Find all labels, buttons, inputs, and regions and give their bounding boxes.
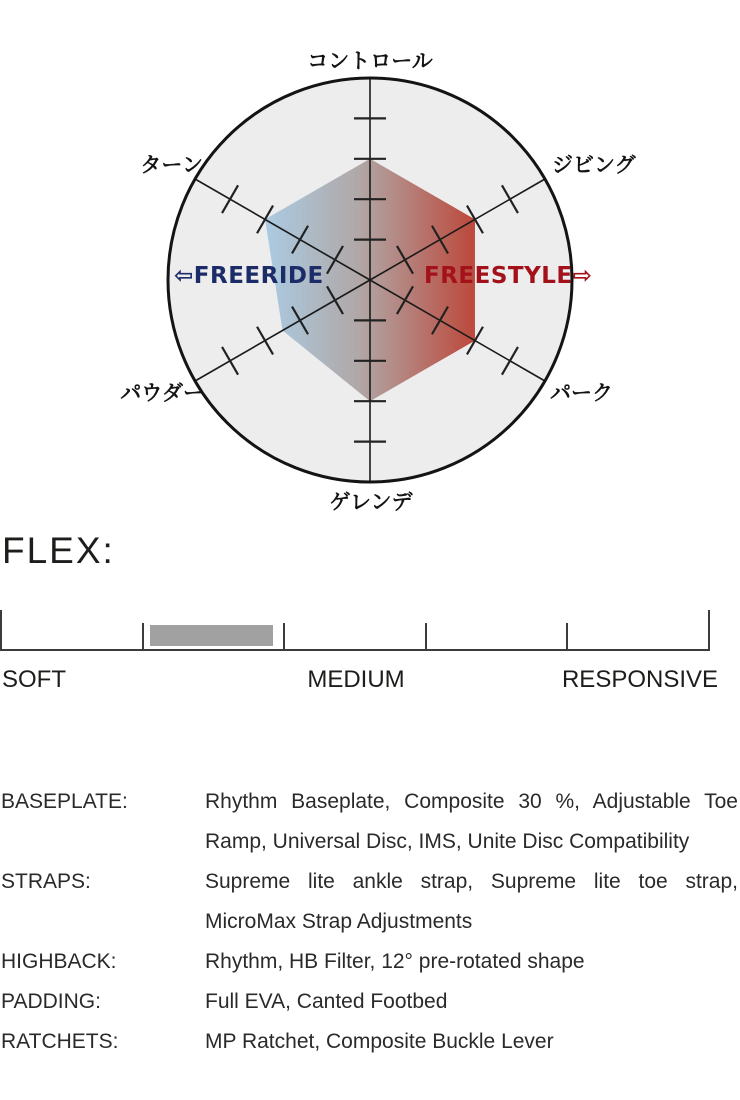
- freestyle-label: FREESTYLE⇨: [424, 263, 593, 289]
- spec-row-ratchets: [0, 1022, 740, 1062]
- flex-scale-baseline: [1, 649, 709, 651]
- spec-label: RATCHETS:: [1, 1030, 119, 1053]
- spec-value: Rhythm Baseplate, Composite 30 %, Adjustable Toe Ramp, Universal Disc, IMS, Unite Disc Compatibility: [205, 790, 738, 853]
- radar-chart-svg: [0, 0, 740, 530]
- radar-category-label: パーク: [550, 381, 613, 405]
- spec-label: STRAPS:: [1, 870, 91, 893]
- spec-row-straps: [0, 862, 740, 942]
- flex-scale-tick: [142, 623, 144, 651]
- spec-row-baseplate: [0, 782, 740, 862]
- radar-category-label: コントロール: [307, 49, 433, 73]
- radar-category-label: ターン: [140, 153, 203, 177]
- flex-scale-tick: [283, 623, 285, 651]
- flex-level-bar: [150, 625, 274, 646]
- flex-scale-labels: [0, 666, 740, 696]
- flex-label-medium: MEDIUM: [307, 666, 405, 693]
- spec-value: Supreme lite ankle strap, Supreme lite toe strap, MicroMax Strap Adjustments: [205, 870, 738, 933]
- radar-category-label: ジビング: [552, 153, 636, 177]
- spec-list: [0, 782, 740, 1062]
- spec-label: PADDING:: [1, 990, 101, 1013]
- flex-scale-tick: [0, 610, 2, 651]
- spec-row-highback: [0, 942, 740, 982]
- spec-label: HIGHBACK:: [1, 950, 117, 973]
- spec-label: BASEPLATE:: [1, 790, 128, 813]
- flex-scale-tick: [425, 623, 427, 651]
- spec-value: Full EVA, Canted Footbed: [205, 990, 448, 1013]
- radar-category-label: ゲレンデ: [329, 490, 413, 514]
- spec-row-padding: [0, 982, 740, 1022]
- flex-scale-tick: [566, 623, 568, 651]
- flex-label-responsive: RESPONSIVE: [561, 666, 719, 693]
- flex-scale-tick: [708, 610, 710, 651]
- ride-style-radar: [0, 0, 740, 530]
- freeride-label: ⇦FREERIDE: [174, 263, 324, 289]
- flex-label-soft: SOFT: [2, 666, 66, 693]
- spec-value: Rhythm, HB Filter, 12° pre-rotated shape: [205, 950, 585, 973]
- flex-scale: [1, 610, 709, 651]
- flex-heading: FLEX:: [2, 530, 115, 571]
- radar-category-label: パウダー: [120, 381, 204, 405]
- spec-value: MP Ratchet, Composite Buckle Lever: [205, 1030, 554, 1053]
